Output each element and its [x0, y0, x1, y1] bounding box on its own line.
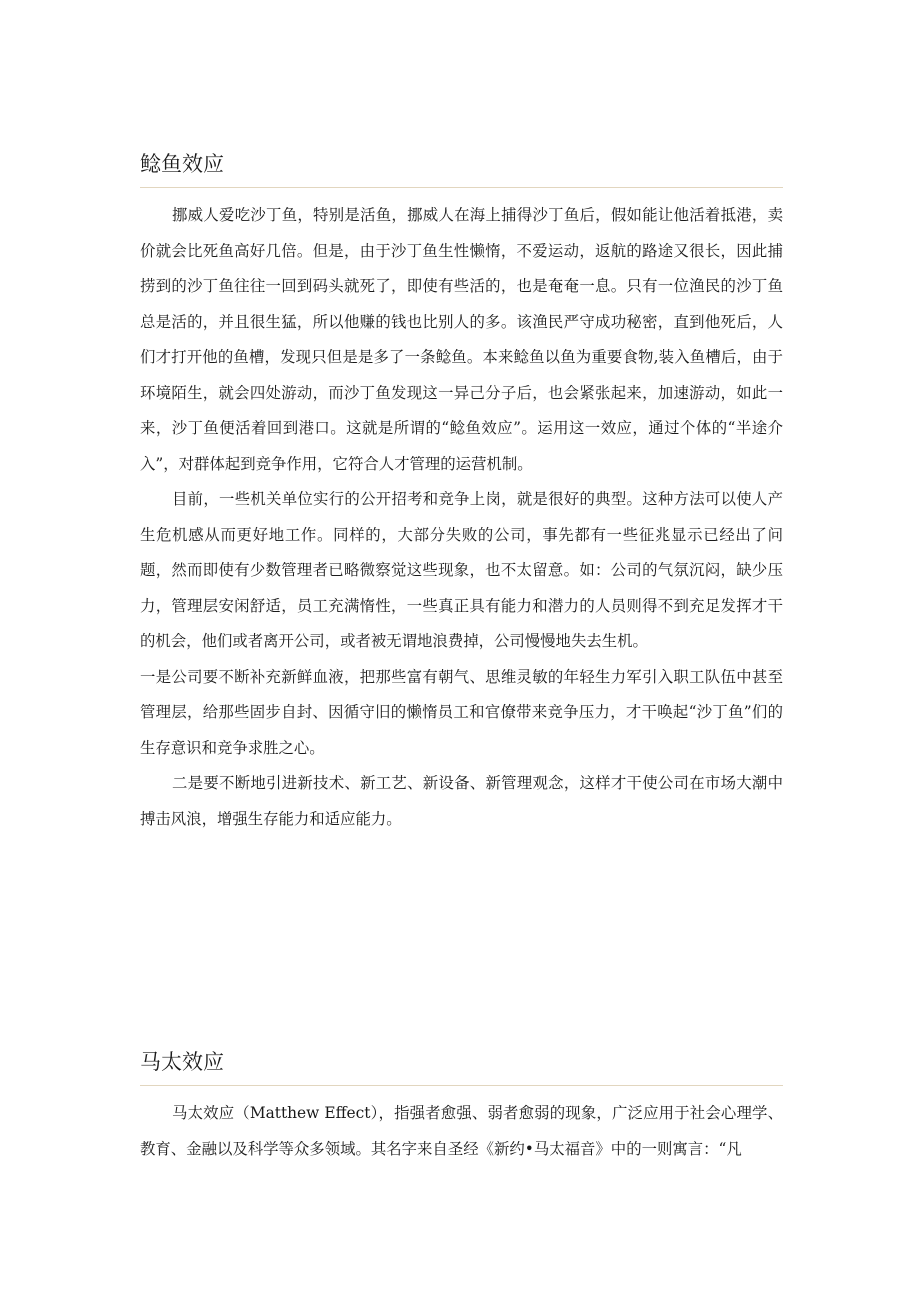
paragraph: 挪威人爱吃沙丁鱼，特别是活鱼，挪威人在海上捕得沙丁鱼后，假如能让他活着抵港，卖价就会比死鱼高好几倍。但是，由于沙丁鱼生性懒惰，不爱运动，返航的路途又很长，因此捕捞到的沙丁鱼往往一回到码头就死了，即使有些活的，也是奄奄一息。只有一位渔民的沙丁鱼总是活的，并且很生猛，所以他赚的钱也比别人的多。该渔民严守成功秘密，直到他死后，人们才打开他的鱼槽，发现只但是是多了一条鲶鱼。本来鲶鱼以鱼为重要食物,装入鱼槽后，由于环境陌生，就会四处游动，而沙丁鱼发现这一异己分子后，也会紧张起来，加速游动，如此一来，沙丁鱼便活着回到港口。这就是所谓的“鲶鱼效应”。运用这一效应，通过个体的“半途介入”，对群体起到竞争作用，它符合人才管理的运营机制。 — [140, 206, 783, 473]
section-heading-matthew-effect: 马太效应 — [140, 1049, 783, 1086]
paragraph: 二是要不断地引进新技术、新工艺、新设备、新管理观念，这样才干使公司在市场大潮中搏击风浪，增强生存能力和适应能力。 — [140, 774, 783, 828]
paragraph: 目前，一些机关单位实行的公开招考和竞争上岗，就是很好的典型。这种方法可以使人产生危机感从而更好地工作。同样的，大部分失败的公司，事先都有一些征兆显示已经出了问题，然而即使有少数管理者已略微察觉这些现象，也不太留意。如：公司的气氛沉闷，缺少压力，管理层安闲舒适，员工充满惰性，一些真正具有能力和潜力的人员则得不到充足发挥才干的机会，他们或者离开公司，或者被无谓地浪费掉，公司慢慢地失去生机。 — [140, 490, 783, 650]
section-heading-catfish-effect: 鲶鱼效应 — [140, 151, 783, 188]
paragraph: 一是公司要不断补充新鲜血液，把那些富有朝气、思维灵敏的年轻生力军引入职工队伍中甚至管理层，给那些固步自封、因循守旧的懒惰员工和官僚带来竞争压力，才干唤起“沙丁鱼”们的生存意识和竞争求胜之心。 — [140, 667, 783, 757]
section-body-matthew-effect — [140, 1096, 783, 1167]
paragraph: 马太效应（Matthew Effect），指强者愈强、弱者愈弱的现象，广泛应用于社会心理学、教育、金融以及科学等众多领域。其名字来自圣经《新约•马太福音》中的一则寓言：“凡 — [140, 1104, 783, 1158]
section-body-catfish-effect — [140, 198, 783, 837]
